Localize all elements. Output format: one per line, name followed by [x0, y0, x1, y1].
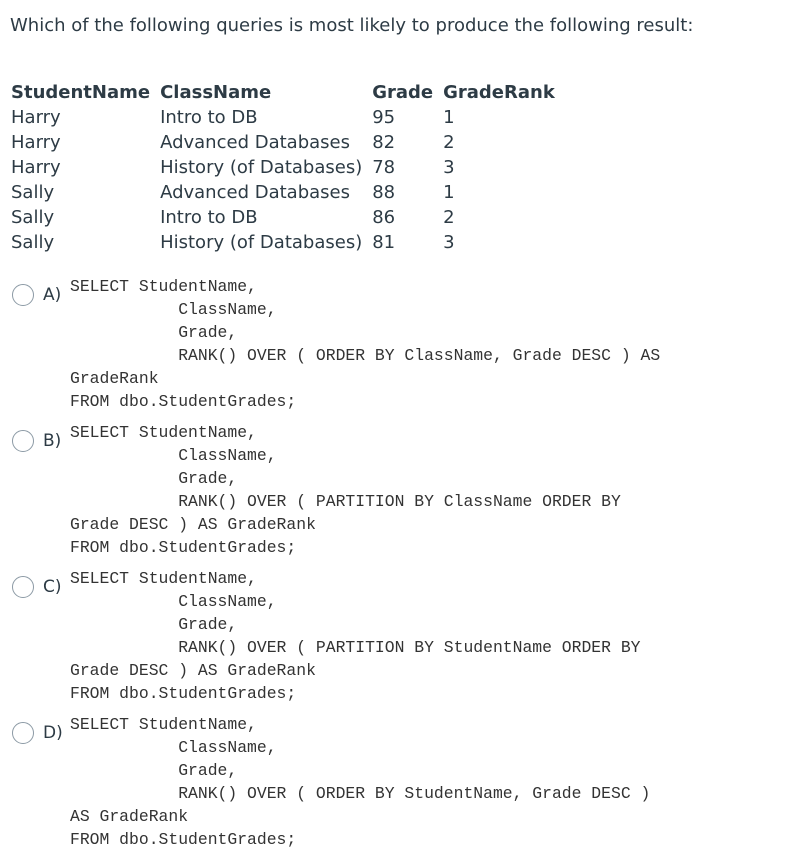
option-d-radio[interactable] — [12, 722, 34, 744]
table-row — [6, 180, 560, 205]
cell-class-name: Advanced Databases — [160, 132, 350, 153]
cell-grade: 88 — [372, 182, 396, 203]
cell-student-name: Harry — [11, 157, 61, 178]
cell-class-name: History (of Databases) — [160, 157, 363, 178]
table-row — [6, 105, 560, 130]
option-a-radio[interactable] — [12, 284, 34, 306]
cell-grade: 86 — [372, 207, 396, 228]
header-grade-rank: GradeRank — [443, 82, 555, 103]
header-student-name: StudentName — [11, 82, 151, 103]
cell-grade-rank: 1 — [443, 107, 455, 128]
question-text: Which of the following queries is most likely to produce the following result: — [10, 15, 694, 36]
cell-student-name: Sally — [11, 207, 55, 228]
cell-grade-rank: 2 — [443, 207, 455, 228]
table-header-row — [6, 80, 560, 105]
option-c-letter: C) — [43, 577, 62, 597]
cell-class-name: History (of Databases) — [160, 232, 363, 253]
option-c-code: SELECT StudentName, ClassName, Grade, RANK() OVER ( PARTITION BY StudentName ORDER BY Grade DESC ) AS GradeRank FROM dbo.StudentGrades; — [70, 569, 641, 703]
cell-class-name: Intro to DB — [160, 207, 258, 228]
cell-student-name: Sally — [11, 182, 55, 203]
option-a-code: SELECT StudentName, ClassName, Grade, RANK() OVER ( ORDER BY ClassName, Grade DESC ) AS GradeRank FROM dbo.StudentGrades; — [70, 277, 661, 411]
cell-grade-rank: 1 — [443, 182, 455, 203]
table-row — [6, 205, 560, 230]
cell-grade-rank: 2 — [443, 132, 455, 153]
cell-class-name: Intro to DB — [160, 107, 258, 128]
header-grade: Grade — [372, 82, 434, 103]
cell-grade: 81 — [372, 232, 396, 253]
cell-grade: 82 — [372, 132, 396, 153]
cell-grade-rank: 3 — [443, 157, 455, 178]
cell-grade: 78 — [372, 157, 396, 178]
option-d-code: SELECT StudentName, ClassName, Grade, RANK() OVER ( ORDER BY StudentName, Grade DESC ) AS GradeRank FROM dbo.StudentGrades; — [70, 715, 651, 849]
table-row — [6, 155, 560, 180]
cell-class-name: Advanced Databases — [160, 182, 350, 203]
cell-grade-rank: 3 — [443, 232, 455, 253]
option-d-letter: D) — [43, 723, 63, 743]
header-class-name: ClassName — [160, 82, 272, 103]
option-c-radio[interactable] — [12, 576, 34, 598]
table-row — [6, 230, 560, 255]
option-b-letter: B) — [43, 431, 62, 451]
table-row — [6, 130, 560, 155]
cell-student-name: Sally — [11, 232, 55, 253]
cell-student-name: Harry — [11, 107, 61, 128]
cell-student-name: Harry — [11, 132, 61, 153]
option-a-letter: A) — [43, 285, 62, 305]
option-b-radio[interactable] — [12, 430, 34, 452]
result-table — [6, 80, 560, 255]
option-b-code: SELECT StudentName, ClassName, Grade, RANK() OVER ( PARTITION BY ClassName ORDER BY Grade DESC ) AS GradeRank FROM dbo.StudentGrades; — [70, 423, 621, 557]
cell-grade: 95 — [372, 107, 396, 128]
